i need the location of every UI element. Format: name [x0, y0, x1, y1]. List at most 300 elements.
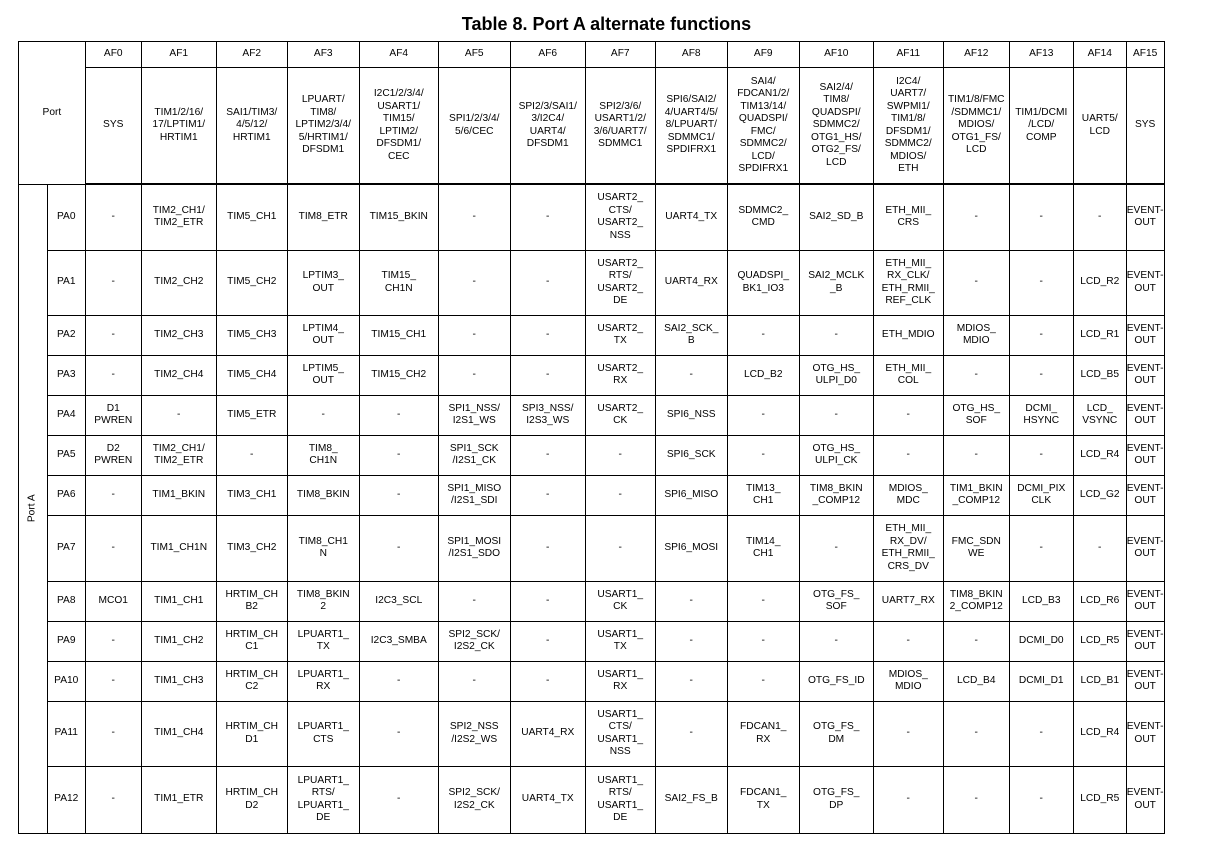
cell-pa10-af8-text: -	[689, 674, 693, 686]
pin-pa5	[47, 435, 85, 475]
cell-pa7-af1-text: TIM1_CH1N	[150, 541, 208, 553]
table-row	[19, 184, 1165, 250]
af-function-af15-text: SYS	[1134, 119, 1156, 131]
cell-pa3-af0-text: -	[111, 368, 115, 380]
cell-pa12-af8-text: SAI2_FS_B	[664, 793, 718, 805]
cell-pa11-af11	[873, 701, 943, 766]
cell-pa12-af1	[141, 766, 216, 833]
cell-pa1-af8	[655, 250, 727, 315]
cell-pa12-af14	[1073, 766, 1126, 833]
af-function-af11	[873, 68, 943, 185]
cell-pa2-af14	[1073, 315, 1126, 355]
cell-pa2-af5	[438, 315, 510, 355]
af-function-af6-text: SPI2/3/SAI1/ 3/I2C4/ UART4/ DFSDM1	[518, 100, 577, 149]
cell-pa0-af9-text: SDMMC2_ CMD	[738, 204, 789, 229]
cell-pa6-af6	[510, 475, 585, 515]
cell-pa9-af15	[1126, 621, 1164, 661]
af-function-af14-text: UART5/ LCD	[1081, 113, 1118, 137]
cell-pa4-af5-text: SPI1_NSS/ I2S1_WS	[448, 402, 501, 426]
cell-pa3-af10-text: OTG_HS_ ULPI_D0	[812, 362, 861, 386]
cell-pa9-af5-text: SPI2_SCK/ I2S2_CK	[448, 628, 501, 652]
cell-pa9-af8	[655, 621, 727, 661]
af-function-af7	[585, 68, 655, 185]
cell-pa9-af14	[1073, 621, 1126, 661]
af-header-af2	[216, 42, 287, 68]
cell-pa1-af10-text: SAI2_MCLK _B	[808, 270, 865, 294]
af-function-af10	[799, 68, 873, 185]
cell-pa10-af6-text: -	[546, 674, 550, 686]
cell-pa12-af4-text: -	[397, 793, 401, 805]
cell-pa5-af14-text: LCD_R4	[1080, 448, 1120, 460]
af-function-af3-text: LPUART/ TIM8/ LPTIM2/3/4/ 5/HRTIM1/ DFSDM1	[295, 94, 351, 156]
cell-pa7-af12	[943, 515, 1009, 581]
cell-pa7-af2	[216, 515, 287, 581]
af-header-af10-text: AF10	[824, 48, 849, 60]
table-row	[19, 661, 1165, 701]
cell-pa1-af5-text: -	[472, 276, 476, 288]
cell-pa4-af12	[943, 395, 1009, 435]
cell-pa11-af14	[1073, 701, 1126, 766]
cell-pa1-af11-text: ETH_MII_ RX_CLK/ ETH_RMII_ REF_CLK	[881, 257, 935, 306]
cell-pa6-af7	[585, 475, 655, 515]
af-function-af9-text: SAI4/ FDCAN1/2/ TIM13/14/ QUADSPI/ FMC/ SDMMC2/ LCD/ SPDIFRX1	[737, 75, 790, 174]
cell-pa1-af2	[216, 250, 287, 315]
cell-pa1-af4	[359, 250, 438, 315]
port-group-cell	[19, 184, 48, 833]
af-function-af15	[1126, 68, 1164, 185]
af-header-af4-text: AF4	[389, 48, 409, 60]
cell-pa0-af13-text: -	[1039, 211, 1043, 222]
cell-pa6-af2	[216, 475, 287, 515]
af-function-af8-text: SPI6/SAI2/ 4/UART4/5/ 8/LPUART/ SDMMC1/ SPDIFRX1	[664, 94, 718, 156]
cell-pa8-af0-text: MCO1	[98, 594, 128, 606]
cell-pa7-af8	[655, 515, 727, 581]
cell-pa10-af6	[510, 661, 585, 701]
cell-pa3-af13	[1009, 355, 1073, 395]
cell-pa6-af4-text: -	[397, 488, 401, 500]
cell-pa5-af1-text: TIM2_CH1/ TIM2_ETR	[152, 442, 205, 466]
cell-pa4-af7	[585, 395, 655, 435]
af-header-af12	[943, 42, 1009, 68]
cell-pa12-af14-text: LCD_R5	[1080, 793, 1120, 805]
cell-pa8-af10-text: OTG_FS_ SOF	[813, 588, 860, 612]
cell-pa2-af12-text: MDIOS_ MDIO	[956, 322, 996, 346]
cell-pa9-af12	[943, 621, 1009, 661]
cell-pa1-af7	[585, 250, 655, 315]
cell-pa10-af14-text: LCD_B1	[1080, 674, 1119, 686]
af-header-af9	[727, 42, 799, 68]
cell-pa7-af9-text: TIM14_ CH1	[745, 535, 781, 559]
cell-pa7-af2-text: TIM3_CH2	[227, 541, 277, 553]
af-header-af7	[585, 42, 655, 68]
af-header-af7-text: AF7	[610, 48, 630, 60]
cell-pa9-af0	[85, 621, 141, 661]
cell-pa1-af10	[799, 250, 873, 315]
cell-pa3-af7-text: USART2_ RX	[597, 362, 644, 386]
cell-pa1-af6	[510, 250, 585, 315]
cell-pa8-af8	[655, 581, 727, 621]
af-function-af3	[287, 68, 359, 185]
cell-pa9-af11-text: -	[906, 634, 910, 646]
af-function-af8	[655, 68, 727, 185]
cell-pa6-af5	[438, 475, 510, 515]
cell-pa2-af4	[359, 315, 438, 355]
af-function-af5	[438, 68, 510, 185]
af-header-af14	[1073, 42, 1126, 68]
cell-pa5-af14	[1073, 435, 1126, 475]
af-header-af1-text: AF1	[169, 48, 189, 60]
cell-pa3-af12-text: -	[974, 368, 978, 380]
cell-pa2-af2	[216, 315, 287, 355]
cell-pa12-af15-text: EVENT- OUT	[1126, 787, 1164, 811]
cell-pa7-af3	[287, 515, 359, 581]
cell-pa11-af7-text: USART1_ CTS/ USART1_ NSS	[597, 708, 644, 757]
pin-pa6-text: PA6	[57, 488, 76, 500]
cell-pa11-af12	[943, 701, 1009, 766]
cell-pa11-af8	[655, 701, 727, 766]
cell-pa0-af12	[943, 184, 1009, 250]
cell-pa10-af13-text: DCMI_D1	[1018, 674, 1064, 686]
cell-pa4-af5	[438, 395, 510, 435]
cell-pa8-af1-text: TIM1_CH1	[154, 594, 204, 606]
cell-pa10-af10-text: OTG_FS_ID	[807, 674, 865, 686]
cell-pa1-af2-text: TIM5_CH2	[227, 276, 277, 288]
cell-pa2-af10-text: -	[834, 328, 838, 340]
cell-pa11-af2	[216, 701, 287, 766]
cell-pa8-af2-text: HRTIM_CH B2	[225, 588, 278, 612]
cell-pa4-af8	[655, 395, 727, 435]
cell-pa4-af4	[359, 395, 438, 435]
af-function-row	[19, 68, 1165, 185]
cell-pa10-af4	[359, 661, 438, 701]
pin-pa3	[47, 355, 85, 395]
cell-pa11-af5-text: SPI2_NSS /I2S2_WS	[449, 721, 499, 745]
cell-pa1-af13	[1009, 250, 1073, 315]
cell-pa11-af15	[1126, 701, 1164, 766]
cell-pa1-af4-text: TIM15_ CH1N	[381, 270, 417, 294]
cell-pa9-af7-text: USART1_ TX	[597, 628, 644, 652]
pin-pa7-text: PA7	[57, 541, 76, 553]
cell-pa8-af7-text: USART1_ CK	[597, 588, 644, 612]
cell-pa9-af5	[438, 621, 510, 661]
cell-pa0-af0	[85, 184, 141, 250]
cell-pa11-af6	[510, 701, 585, 766]
cell-pa12-af11-text: -	[906, 793, 910, 805]
cell-pa12-af6	[510, 766, 585, 833]
pin-pa8-text: PA8	[57, 594, 76, 606]
cell-pa6-af9	[727, 475, 799, 515]
cell-pa4-af8-text: SPI6_NSS	[666, 408, 716, 420]
cell-pa1-af0	[85, 250, 141, 315]
cell-pa0-af0-text: -	[111, 211, 115, 222]
cell-pa4-af3	[287, 395, 359, 435]
cell-pa8-af15-text: EVENT- OUT	[1126, 588, 1164, 612]
cell-pa10-af5	[438, 661, 510, 701]
table-row	[19, 701, 1165, 766]
cell-pa0-af6	[510, 184, 585, 250]
cell-pa8-af14-text: LCD_R6	[1080, 594, 1120, 606]
cell-pa6-af0-text: -	[111, 488, 115, 500]
cell-pa11-af12-text: -	[974, 727, 978, 739]
cell-pa0-af7	[585, 184, 655, 250]
cell-pa8-af4	[359, 581, 438, 621]
af-header-af8	[655, 42, 727, 68]
cell-pa11-af2-text: HRTIM_CH D1	[225, 721, 278, 745]
cell-pa8-af5	[438, 581, 510, 621]
cell-pa3-af5	[438, 355, 510, 395]
cell-pa4-af1	[141, 395, 216, 435]
cell-pa0-af4-text: TIM15_BKIN	[369, 211, 428, 222]
cell-pa6-af0	[85, 475, 141, 515]
cell-pa2-af1	[141, 315, 216, 355]
cell-pa6-af12	[943, 475, 1009, 515]
cell-pa5-af9-text: -	[761, 448, 765, 460]
port-header-cell	[19, 42, 86, 185]
cell-pa4-af12-text: OTG_HS_ SOF	[952, 402, 1001, 426]
cell-pa11-af1-text: TIM1_CH4	[154, 727, 204, 739]
cell-pa2-af5-text: -	[472, 328, 476, 340]
cell-pa6-af14-text: LCD_G2	[1079, 488, 1120, 500]
cell-pa7-af14	[1073, 515, 1126, 581]
table-row	[19, 621, 1165, 661]
cell-pa5-af3-text: TIM8_ CH1N	[308, 442, 338, 466]
cell-pa0-af5-text: -	[472, 211, 476, 222]
cell-pa9-af10	[799, 621, 873, 661]
cell-pa7-af10	[799, 515, 873, 581]
af-function-af6	[510, 68, 585, 185]
table-row	[19, 435, 1165, 475]
cell-pa6-af8	[655, 475, 727, 515]
cell-pa7-af1	[141, 515, 216, 581]
cell-pa7-af7	[585, 515, 655, 581]
cell-pa10-af7	[585, 661, 655, 701]
cell-pa6-af2-text: TIM3_CH1	[227, 488, 277, 500]
af-function-af7-text: SPI2/3/6/ USART1/2/ 3/6/UART7/ SDMMC1	[593, 100, 647, 149]
cell-pa7-af6	[510, 515, 585, 581]
cell-pa2-af0	[85, 315, 141, 355]
af-header-af11	[873, 42, 943, 68]
cell-pa8-af15	[1126, 581, 1164, 621]
cell-pa11-af13-text: -	[1039, 727, 1043, 739]
af-function-af12	[943, 68, 1009, 185]
cell-pa1-af1	[141, 250, 216, 315]
cell-pa2-af9	[727, 315, 799, 355]
cell-pa11-af6-text: UART4_RX	[521, 727, 575, 739]
cell-pa8-af6-text: -	[546, 594, 550, 606]
pin-pa11	[47, 701, 85, 766]
cell-pa0-af12-text: -	[974, 211, 978, 222]
cell-pa4-af4-text: -	[397, 408, 401, 420]
cell-pa2-af1-text: TIM2_CH3	[154, 328, 204, 340]
cell-pa4-af11	[873, 395, 943, 435]
cell-pa6-af10-text: TIM8_BKIN _COMP12	[809, 482, 863, 506]
cell-pa4-af13	[1009, 395, 1073, 435]
pin-pa11-text: PA11	[54, 727, 78, 739]
cell-pa9-af8-text: -	[689, 634, 693, 646]
cell-pa0-af10	[799, 184, 873, 250]
cell-pa3-af13-text: -	[1039, 368, 1043, 380]
cell-pa5-af7-text: -	[618, 448, 622, 460]
cell-pa9-af0-text: -	[111, 634, 115, 646]
cell-pa1-af9	[727, 250, 799, 315]
cell-pa10-af0-text: -	[111, 674, 115, 686]
cell-pa11-af0-text: -	[111, 727, 115, 739]
cell-pa6-af11	[873, 475, 943, 515]
cell-pa5-af3	[287, 435, 359, 475]
cell-pa5-af7	[585, 435, 655, 475]
cell-pa11-af4	[359, 701, 438, 766]
af-header-af4	[359, 42, 438, 68]
cell-pa7-af5	[438, 515, 510, 581]
cell-pa2-af11-text: ETH_MDIO	[881, 328, 935, 340]
cell-pa7-af3-text: TIM8_CH1 N	[298, 535, 348, 559]
af-function-af11-text: I2C4/ UART7/ SWPMI1/ TIM1/8/ DFSDM1/ SDMMC2/ MDIOS/ ETH	[884, 75, 932, 174]
cell-pa6-af5-text: SPI1_MISO /I2S1_SDI	[447, 482, 502, 506]
cell-pa8-af8-text: -	[689, 594, 693, 606]
cell-pa12-af3	[287, 766, 359, 833]
cell-pa10-af11	[873, 661, 943, 701]
cell-pa10-af0	[85, 661, 141, 701]
cell-pa7-af7-text: -	[618, 541, 622, 553]
af-function-af12-text: TIM1/8/FMC /SDMMC1/ MDIOS/ OTG1_FS/ LCD	[947, 94, 1005, 156]
cell-pa6-af7-text: -	[618, 488, 622, 500]
af-function-af13	[1009, 68, 1073, 185]
cell-pa8-af5-text: -	[472, 594, 476, 606]
cell-pa4-af0-text: D1 PWREN	[94, 402, 133, 426]
cell-pa1-af14	[1073, 250, 1126, 315]
cell-pa5-af6	[510, 435, 585, 475]
cell-pa0-af3	[287, 184, 359, 250]
cell-pa10-af2-text: HRTIM_CH C2	[225, 668, 278, 692]
cell-pa12-af9-text: FDCAN1_ TX	[740, 787, 787, 811]
cell-pa6-af14	[1073, 475, 1126, 515]
cell-pa6-af10	[799, 475, 873, 515]
cell-pa12-af15	[1126, 766, 1164, 833]
cell-pa11-af8-text: -	[689, 727, 693, 739]
cell-pa5-af6-text: -	[546, 448, 550, 460]
af-header-af0	[85, 42, 141, 68]
cell-pa3-af9-text: LCD_B2	[743, 368, 783, 380]
cell-pa10-af9	[727, 661, 799, 701]
table-row	[19, 355, 1165, 395]
cell-pa5-af0	[85, 435, 141, 475]
cell-pa1-af12-text: -	[974, 276, 978, 288]
af-function-af9	[727, 68, 799, 185]
cell-pa4-af6-text: SPI3_NSS/ I2S3_WS	[521, 402, 574, 426]
af-function-af4-text: I2C1/2/3/4/ USART1/ TIM15/ LPTIM2/ DFSDM1/ CEC	[373, 88, 424, 162]
cell-pa0-af1	[141, 184, 216, 250]
cell-pa1-af5	[438, 250, 510, 315]
cell-pa12-af13-text: -	[1039, 793, 1043, 805]
cell-pa10-af3-text: LPUART1_ RX	[297, 668, 349, 692]
cell-pa12-af6-text: UART4_TX	[521, 793, 574, 805]
cell-pa2-af12	[943, 315, 1009, 355]
cell-pa5-af0-text: D2 PWREN	[94, 442, 133, 466]
cell-pa7-af11-text: ETH_MII_ RX_DV/ ETH_RMII_ CRS_DV	[881, 523, 935, 572]
af-header-af8-text: AF8	[681, 48, 701, 60]
cell-pa5-af5	[438, 435, 510, 475]
cell-pa10-af8	[655, 661, 727, 701]
cell-pa3-af14	[1073, 355, 1126, 395]
cell-pa3-af6-text: -	[546, 368, 550, 380]
af-header-af1	[141, 42, 216, 68]
cell-pa10-af1	[141, 661, 216, 701]
cell-pa8-af0	[85, 581, 141, 621]
cell-pa4-af2	[216, 395, 287, 435]
cell-pa10-af13	[1009, 661, 1073, 701]
cell-pa3-af11	[873, 355, 943, 395]
table-row	[19, 395, 1165, 435]
cell-pa9-af13	[1009, 621, 1073, 661]
af-function-af5-text: SPI1/2/3/4/ 5/6/CEC	[449, 113, 500, 137]
cell-pa5-af8	[655, 435, 727, 475]
cell-pa5-af4	[359, 435, 438, 475]
cell-pa9-af11	[873, 621, 943, 661]
cell-pa3-af1	[141, 355, 216, 395]
cell-pa2-af6	[510, 315, 585, 355]
cell-pa2-af6-text: -	[546, 328, 550, 340]
cell-pa11-af9-text: FDCAN1_ RX	[740, 721, 787, 745]
cell-pa0-af2	[216, 184, 287, 250]
cell-pa5-af10-text: OTG_HS_ ULPI_CK	[812, 442, 861, 466]
cell-pa2-af13-text: -	[1039, 328, 1043, 340]
cell-pa5-af2	[216, 435, 287, 475]
cell-pa8-af3-text: TIM8_BKIN 2	[296, 588, 350, 612]
cell-pa9-af9	[727, 621, 799, 661]
cell-pa10-af9-text: -	[761, 674, 765, 686]
af-header-af6-text: AF6	[538, 48, 558, 60]
table-row	[19, 475, 1165, 515]
cell-pa3-af15	[1126, 355, 1164, 395]
cell-pa12-af13	[1009, 766, 1073, 833]
pin-pa4	[47, 395, 85, 435]
af-header-af5	[438, 42, 510, 68]
table-row	[19, 766, 1165, 833]
af-header-af3	[287, 42, 359, 68]
pin-pa6	[47, 475, 85, 515]
cell-pa12-af0-text: -	[111, 793, 115, 805]
cell-pa12-af8	[655, 766, 727, 833]
cell-pa10-af12	[943, 661, 1009, 701]
cell-pa3-af3	[287, 355, 359, 395]
cell-pa10-af14	[1073, 661, 1126, 701]
cell-pa7-af13-text: -	[1039, 541, 1043, 553]
cell-pa10-af10	[799, 661, 873, 701]
cell-pa7-af12-text: FMC_SDN WE	[951, 535, 1001, 559]
cell-pa2-af15-text: EVENT- OUT	[1126, 322, 1164, 346]
cell-pa2-af11	[873, 315, 943, 355]
cell-pa3-af6	[510, 355, 585, 395]
cell-pa3-af9	[727, 355, 799, 395]
cell-pa3-af3-text: LPTIM5_ OUT	[302, 362, 344, 386]
cell-pa1-af14-text: LCD_R2	[1080, 276, 1120, 288]
cell-pa1-af11	[873, 250, 943, 315]
cell-pa8-af11-text: UART7_RX	[881, 594, 935, 606]
cell-pa5-af15-text: EVENT- OUT	[1126, 442, 1164, 466]
port-a-alternate-functions-table	[18, 41, 1165, 834]
cell-pa7-af15	[1126, 515, 1164, 581]
cell-pa4-af14-text: LCD_ VSYNC	[1082, 402, 1118, 426]
table-title: Table 8. Port A alternate functions	[461, 14, 752, 34]
cell-pa10-af15	[1126, 661, 1164, 701]
cell-pa5-af13-text: -	[1039, 448, 1043, 460]
cell-pa2-af13	[1009, 315, 1073, 355]
cell-pa12-af11	[873, 766, 943, 833]
af-function-af1-text: TIM1/2/16/ 17/LPTIM1/ HRTIM1	[152, 106, 206, 143]
pin-pa12-text: PA12	[54, 793, 79, 805]
af-header-af2-text: AF2	[242, 48, 262, 60]
cell-pa2-af3	[287, 315, 359, 355]
